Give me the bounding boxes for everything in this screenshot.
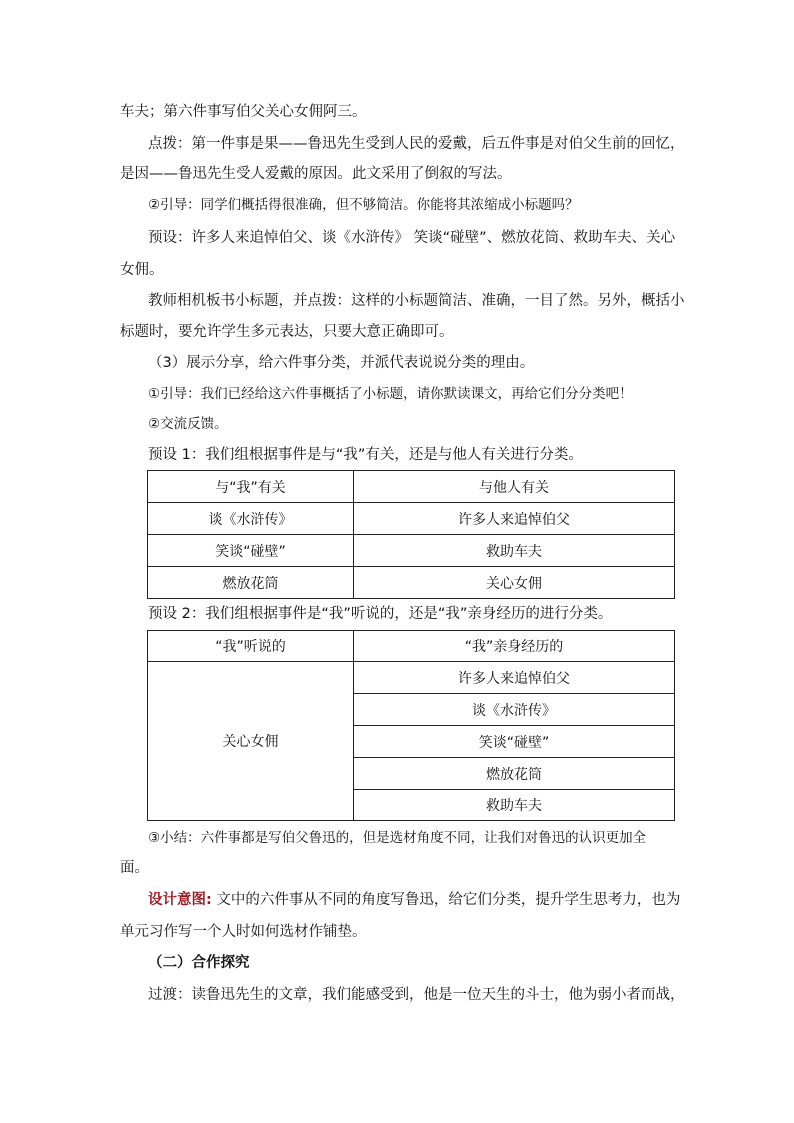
table-cell: 许多人来追悼伯父	[354, 662, 675, 694]
paragraph-line: （3）展示分享，给六件事分类，并派代表说说分类的理由。	[148, 355, 535, 371]
design-intent-text: 文中的六件事从不同的角度写鲁迅，给它们分类，提升学生思考力，也为	[211, 892, 681, 908]
table-header-row	[148, 631, 675, 662]
table-row	[148, 567, 675, 599]
table-cell: “我”听说的	[148, 631, 354, 662]
table-cell: 笑谈“碰壁”	[354, 726, 675, 758]
paragraph-line: 点拨：第一件事是果——鲁迅先生受到人民的爱戴，后五件事是对伯父生前的回忆，	[148, 136, 685, 152]
table-header-row	[148, 471, 675, 503]
table-cell: 谈《水浒传》	[354, 694, 675, 726]
table-cell: 谈《水浒传》	[148, 503, 354, 535]
paragraph-line: 车夫；第六件事写伯父关心女佣阿三。	[120, 104, 367, 120]
paragraph-line: 预设：许多人来追悼伯父、谈《水浒传》 笑谈“碰壁”、燃放花筒、救助车夫、关心	[148, 230, 676, 246]
table-cell: 关心女佣	[354, 567, 675, 599]
paragraph-line: ③小结：六件事都是写伯父鲁迅的，但是选材角度不同，让我们对鲁迅的认识更加全	[148, 830, 647, 846]
paragraph-line: 面。	[120, 860, 149, 876]
paragraph-line: 预设 1：我们组根据事件是与“我”有关，还是与他人有关进行分类。	[148, 447, 583, 463]
table-cell: 燃放花筒	[354, 758, 675, 790]
paragraph-line: 女佣。	[120, 262, 164, 278]
paragraph-line: 预设 2：我们组根据事件是“我”听说的，还是“我”亲身经历的进行分类。	[148, 606, 613, 622]
table-row	[148, 662, 675, 694]
paragraph-line: 过渡：读鲁迅先生的文章，我们能感受到，他是一位天生的斗士，他为弱小者而战，	[148, 987, 685, 1003]
classification-table-1	[147, 470, 675, 599]
table-cell: 与“我”有关	[148, 471, 354, 503]
classification-table-2	[147, 630, 675, 821]
paragraph-line: ②引导：同学们概括得很准确，但不够简洁。你能将其浓缩成小标题吗？	[148, 197, 579, 213]
paragraph-line: ②交流反馈。	[148, 416, 228, 432]
paragraph-line: 是因——鲁迅先生受人爱戴的原因。此文采用了倒叙的写法。	[120, 166, 512, 182]
paragraph-line: 单元习作写一个人时如何选材作铺垫。	[120, 924, 367, 940]
section-heading: （二）合作探究	[148, 955, 250, 971]
table-cell: 笑谈“碰壁”	[148, 535, 354, 567]
table-row	[148, 503, 675, 535]
table-cell-merged: 关心女佣	[148, 662, 354, 821]
table-row	[148, 535, 675, 567]
table-cell: “我”亲身经历的	[354, 631, 675, 662]
paragraph-line: 教师相机板书小标题，并点拨：这样的小标题简洁、准确，一目了然。另外，概括小	[148, 293, 685, 309]
paragraph-line: 标题时，要允许学生多元表达，只要大意正确即可。	[120, 324, 454, 340]
table-cell: 与他人有关	[354, 471, 675, 503]
table-cell: 许多人来追悼伯父	[354, 503, 675, 535]
design-intent-label: 设计意图:	[148, 892, 212, 908]
table-cell: 救助车夫	[354, 535, 675, 567]
paragraph-line: ①引导：我们已经给这六件事概括了小标题，请你默读课文，再给它们分分类吧！	[148, 386, 633, 402]
design-intent-line	[148, 890, 680, 910]
table-cell: 救助车夫	[354, 790, 675, 821]
table-cell: 燃放花筒	[148, 567, 354, 599]
